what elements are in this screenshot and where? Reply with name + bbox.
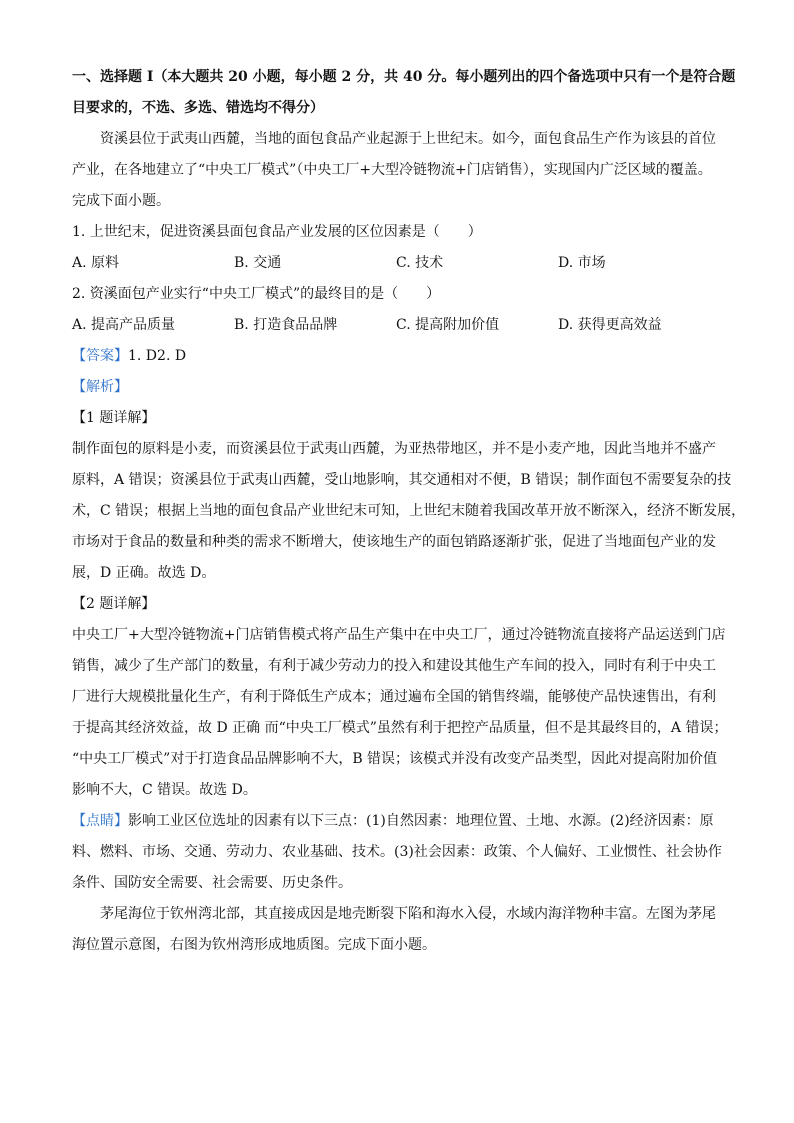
passage2-line: 海位置示意图，右图为钦州湾形成地质图。完成下面小题。 [72, 937, 436, 953]
passage1-line: 资溪县位于武夷山西麓，当地的面包食品产业起源于上世纪末。如今，面包食品生产作为该县的首位 [100, 131, 716, 147]
tip-line: 料、燃料、市场、交通、劳动力、农业基础、技术。(3)社会因素：政策、个人偏好、工业惯性、社会协作 [72, 844, 722, 860]
detail1-heading: 【1 题详解】 [72, 410, 156, 426]
tip-line: 条件、国防安全需要、社会需要、历史条件。 [72, 875, 352, 891]
question-2-option-b: B. 打造食品品牌 [234, 317, 338, 333]
detail1-line: 术，C 错误；根据上当地的面包食品产业世纪末可知，上世纪末随着我国改革开放不断深入，经济不断发展， [72, 503, 746, 519]
passage2-line: 茅尾海位于钦州湾北部，其直接成因是地壳断裂下陷和海水入侵，水域内海洋物种丰富。左图为茅尾 [100, 906, 716, 922]
passage1-line: 产业，在各地建立了“中央工厂模式”（中央工厂+大型冷链物流+门店销售），实现国内广泛区域的覆盖。 [72, 162, 712, 178]
passage1-line: 完成下面小题。 [72, 193, 170, 209]
document-page [72, 62, 746, 961]
question-2-options [72, 310, 724, 341]
detail2-line: 影响不大，C 错误。故选 D。 [72, 782, 257, 798]
question-1-option-d: D. 市场 [558, 255, 606, 271]
detail1-line: 市场对于食品的数量和种类的需求不断增大，使该地生产的面包销路逐渐扩张，促进了当地面包产业的发 [72, 534, 716, 550]
detail2-line: “中央工厂模式”对于打造食品品牌影响不大，B 错误；该模式并没有改变产品类型，因此对提高附加价值 [72, 751, 718, 767]
tip-line [72, 806, 724, 837]
question-1-options [72, 248, 724, 279]
detail1-line: 展，D 正确。故选 D。 [72, 565, 216, 581]
question-1-option-c: C. 技术 [396, 255, 444, 271]
tip-text: 影响工业区位选址的因素有以下三点：(1)自然因素：地理位置、土地、水源。(2)经济因素：原 [128, 813, 714, 829]
question-1-option-b: B. 交通 [234, 255, 282, 271]
question-2-option-d: D. 获得更高效益 [558, 317, 662, 333]
detail2-heading: 【2 题详解】 [72, 596, 156, 612]
answer-text: 1. D2. D [128, 348, 187, 364]
detail1-line: 制作面包的原料是小麦，而资溪县位于武夷山西麓，为亚热带地区，并不是小麦产地，因此当地并不盛产 [72, 441, 716, 457]
detail2-line: 销售，减少了生产部门的数量，有利于减少劳动力的投入和建设其他生产车间的投入，同时有利于中央工 [72, 658, 716, 674]
section-heading-line-2: 目要求的，不选、多选、错选均不得分） [72, 100, 324, 116]
answer-line [72, 341, 724, 372]
analysis-tag: 【解析】 [72, 379, 128, 395]
question-1-option-a: A. 原料 [72, 255, 120, 271]
question-2-stem: 2. 资溪面包产业实行“中央工厂模式”的最终目的是（ ） [72, 286, 441, 302]
question-2-option-c: C. 提高附加价值 [396, 317, 500, 333]
question-1-stem: 1. 上世纪末，促进资溪县面包食品产业发展的区位因素是（ ） [72, 224, 482, 240]
answer-tag: 【答案】 [72, 348, 128, 364]
detail1-line: 原料，A 错误；资溪县位于武夷山西麓，受山地影响，其交通相对不便，B 错误；制作面包不需要复杂的技 [72, 472, 732, 488]
detail2-line: 于提高其经济效益，故 D 正确 而“中央工厂模式”虽然有利于把控产品质量，但不是其最终目的，A 错误； [72, 720, 728, 736]
analysis-line [72, 372, 724, 403]
detail2-line: 厂进行大规模批量化生产，有利于降低生产成本；通过遍布全国的销售终端，能够使产品快速售出，有利 [72, 689, 716, 705]
detail2-line: 中央工厂+大型冷链物流+门店销售模式将产品生产集中在中央工厂，通过冷链物流直接将产品运送到门店 [72, 627, 726, 643]
section-heading-line-1: 一、选择题 I（本大题共 20 小题，每小题 2 分，共 40 分。每小题列出的四个备选项中只有一个是符合题 [72, 69, 736, 85]
tip-tag: 【点睛】 [72, 813, 128, 829]
question-2-option-a: A. 提高产品质量 [72, 317, 176, 333]
